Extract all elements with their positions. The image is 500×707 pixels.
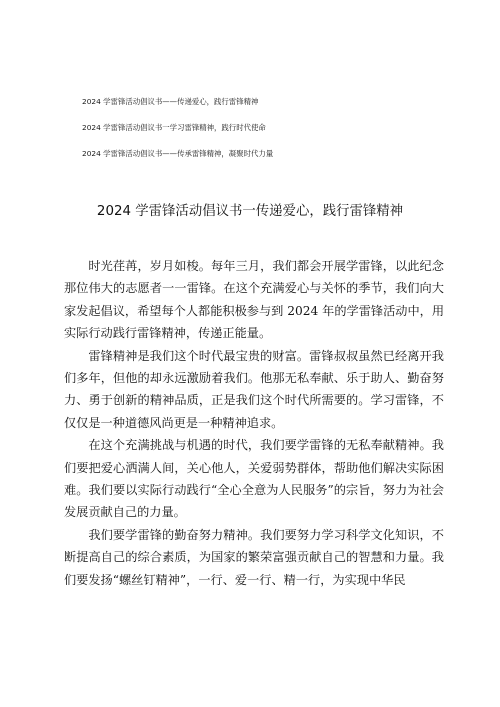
document-title: 2024 学雷锋活动倡议书一传递爱心，践行雷锋精神 (96, 204, 404, 219)
paragraph-4: 我们要学雷锋的勤奋努力精神。我们要努力学习科学文化知识，不断提高自己的综合素质，为国家的繁荣富强贡献自己的智慧和力量。我们要发扬“螺丝钉精神”，一行、爱一行、精一行，为实现中华民 (64, 527, 444, 587)
paragraph-2: 雷锋精神是我们这个时代最宝贵的财富。雷锋叔叔虽然已经离开我们多年，但他的却永远激励着我们。他那无私奉献、乐于助人、勤奋努力、勇于创新的精神品质，正是我们这个时代所需要的。学习雷锋，不仅仅是一种道德风尚更是一种精神追求。 (64, 348, 444, 430)
document-body (64, 255, 444, 591)
toc-item-3[interactable]: 2024 学雷锋活动倡议书——传承雷锋精神，凝聚时代力量 (82, 149, 274, 158)
paragraph-1: 时光荏苒，岁月如梭。每年三月，我们都会开展学雷锋，以此纪念那位伟大的志愿者一一雷锋。在这个充满爱心与关怀的季节，我们向大家发起倡议，希望每个人都能积极参与到 2024 年的学雷锋活动中，用实际行动践行雷锋精神，传递正能量。 (64, 259, 445, 341)
toc-item-1[interactable]: 2024 学雷锋活动倡议书——传递爱心，践行雷锋精神 (82, 97, 259, 106)
toc-item-2[interactable]: 2024 学雷锋活动倡议书一学习雷锋精神，践行时代使命 (82, 123, 266, 132)
paragraph-3: 在这个充满挑战与机遇的时代，我们要学雷锋的无私奉献精神。我们要把爱心洒满人间，关心他人，关爱弱势群体，帮助他们解决实际困难。我们要以实际行动践行“全心全意为人民服务”的宗旨，努力为社会发展贡献自己的力量。 (64, 438, 444, 520)
table-of-contents (82, 97, 442, 175)
